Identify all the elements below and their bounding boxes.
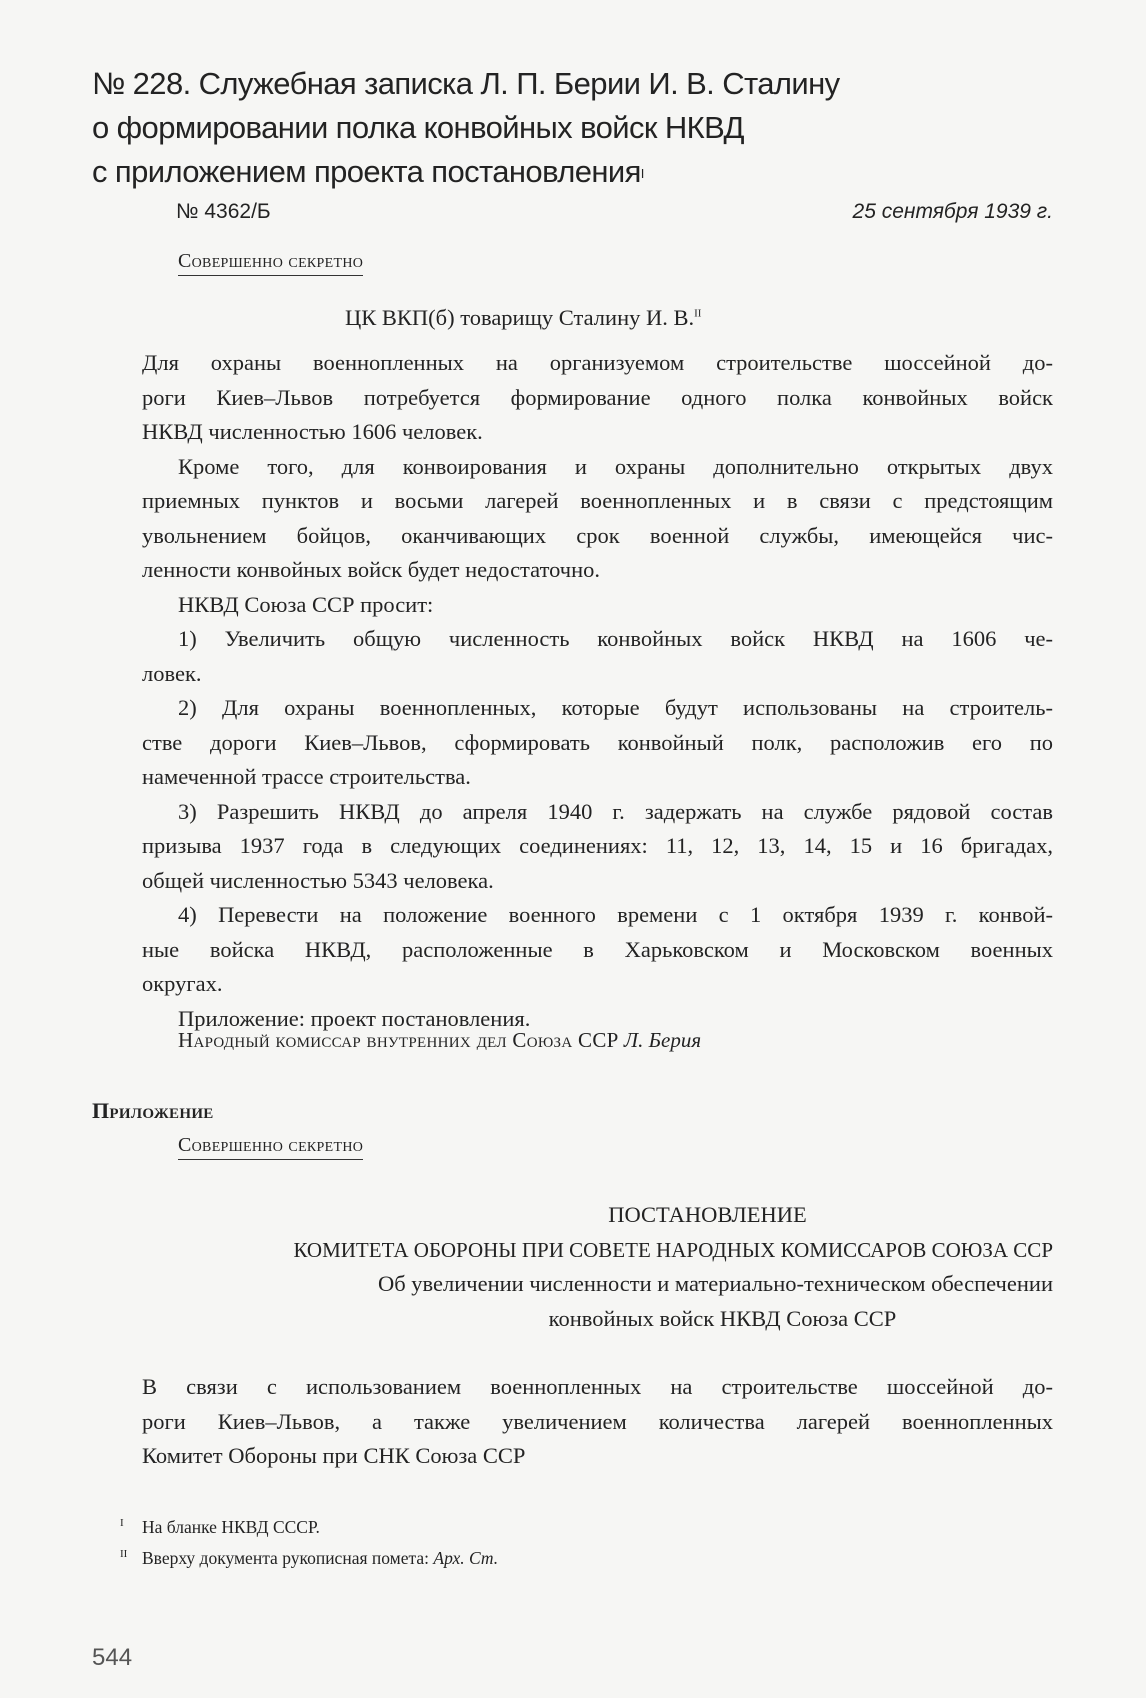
footnote-mark: II	[694, 307, 702, 320]
text-line: НКВД численностью 1606 человек.	[142, 419, 483, 444]
resolution-heading	[142, 1198, 1053, 1336]
heading-title: ПОСТАНОВЛЕНИЕ	[608, 1202, 807, 1227]
footnote-text: На бланке НКВД СССР.	[142, 1517, 320, 1537]
memo-body	[142, 346, 1053, 1036]
text-line: 4) Перевести на положение военного времени с 1 октября 1939 г. конвой-	[178, 902, 1053, 927]
addressee	[345, 305, 701, 331]
title-text: с приложением проекта постановления	[92, 154, 641, 189]
text-line: НКВД Союза ССР просит:	[178, 591, 434, 617]
paragraph	[142, 691, 1053, 795]
text-line: Приложение: проект постановления.	[178, 1005, 531, 1031]
title-line: о формировании полка конвойных войск НКВД	[92, 110, 744, 145]
text-line: 3) Разрешить НКВД до апреля 1940 г. задержать на службе рядовой состав	[178, 798, 1053, 824]
text-line: стве дороги Киев–Львов, сформировать конвойный полк, расположив его по	[142, 729, 1053, 755]
text-line: ленности конвойных войск будет недостаточно.	[142, 557, 601, 582]
text-line: ные войска НКВД, расположенные в Харьковском и Московском военных	[142, 936, 1053, 962]
heading-subtitle: Об увеличении численности и материально-техническом обеспечении	[377, 1271, 1053, 1296]
page-number: 544	[92, 1644, 133, 1671]
text-line: общей численностью 5343 человека.	[142, 867, 494, 893]
appendix-label: Приложение	[92, 1098, 214, 1123]
text-line: Комитет Обороны при СНК Союза ССР	[142, 1443, 526, 1468]
footnote	[120, 1517, 320, 1538]
footnote	[120, 1548, 499, 1569]
doc-date: 25 сентября 1939 г.	[852, 200, 1053, 223]
signatory-position: Народный комиссар внутренних дел Союза ССР	[178, 1028, 619, 1052]
text-line: приемных пунктов и восьми лагерей военнопленных и в связи с предстоящим	[142, 488, 1053, 513]
text-line: Кроме того, для конвоирования и охраны дополнительно открытых двух	[178, 453, 1053, 479]
paragraph	[142, 450, 1053, 588]
title-line	[92, 150, 992, 194]
text-line: ловек.	[142, 660, 202, 686]
text-line: Для охраны военнопленных на организуемом строительстве шоссейной до-	[142, 350, 1053, 375]
paragraph	[142, 898, 1053, 1002]
secrecy-stamp: Совершенно секретно	[178, 250, 363, 276]
footnote-text: Вверху документа рукописная помета:	[142, 1548, 434, 1568]
document-title	[92, 62, 992, 194]
paragraph	[142, 346, 1053, 450]
text-line: роги Киев–Львов, а также увеличением количества лагерей военнопленных	[142, 1408, 1053, 1434]
footnote-italic: Арх. Ст.	[433, 1548, 499, 1568]
text-line: роги Киев–Львов потребуется формирование одного полка конвойных войск	[142, 384, 1053, 410]
text-line: округах.	[142, 971, 223, 996]
addressee-text: ЦК ВКП(б) товарищу Сталину И. В.	[345, 305, 695, 330]
text-line: призыва 1937 года в следующих соединениях: 11, 12, 13, 14, 15 и 16 бригадах,	[142, 833, 1053, 858]
text-line: намеченной трассе строительства.	[142, 764, 471, 789]
heading-subtitle: конвойных войск НКВД Союза ССР	[548, 1305, 897, 1331]
text-line: В связи с использованием военнопленных на строительстве шоссейной до-	[142, 1374, 1053, 1399]
text-line: увольнением бойцов, оканчивающих срок военной службы, имеющейся чис-	[142, 522, 1053, 548]
heading-committee: КОМИТЕТА ОБОРОНЫ ПРИ СОВЕТЕ НАРОДНЫХ КОМИССАРОВ СОЮЗА ССР	[293, 1237, 1053, 1262]
doc-number: № 4362/Б	[176, 200, 271, 223]
footnote-mark: I	[120, 1517, 124, 1529]
paragraph	[142, 795, 1053, 899]
appendix-secrecy-stamp: Совершенно секретно	[178, 1134, 363, 1160]
paragraph	[142, 622, 1053, 691]
footnote-mark: I	[640, 166, 644, 181]
footnote-mark: II	[120, 1548, 128, 1560]
text-line: 2) Для охраны военнопленных, которые будут использованы на строитель-	[178, 695, 1053, 720]
resolution-body	[142, 1370, 1053, 1474]
title-line: № 228. Служебная записка Л. П. Берии И. В. Сталину	[92, 66, 840, 101]
signatory-name: Л. Берия	[623, 1028, 702, 1052]
paragraph	[142, 588, 1053, 623]
signature	[178, 1028, 701, 1053]
text-line: 1) Увеличить общую численность конвойных войск НКВД на 1606 че-	[178, 626, 1053, 651]
